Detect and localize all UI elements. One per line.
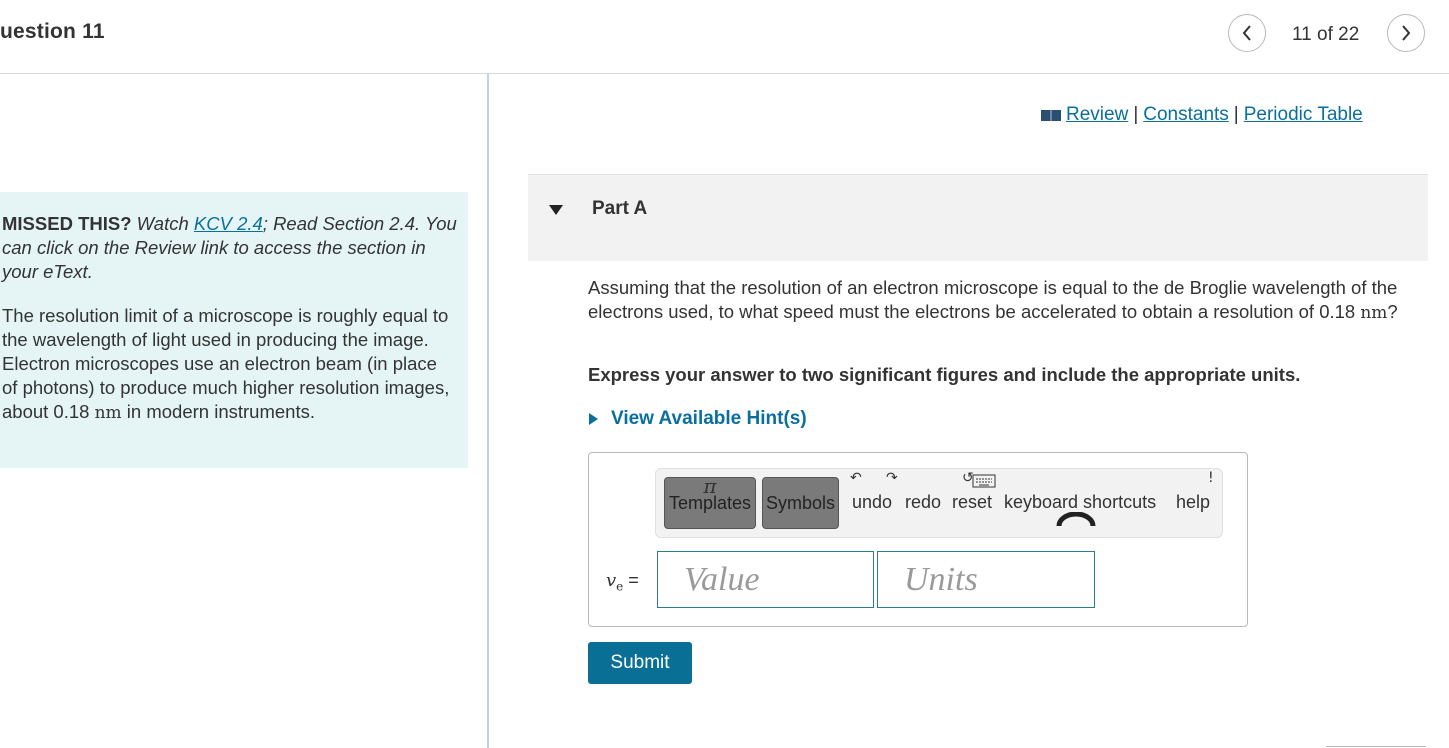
resolution-paragraph: [2, 304, 457, 425]
pi-icon: π: [703, 474, 717, 498]
footer-divider: [1326, 746, 1426, 747]
periodic-table-link[interactable]: Periodic Table: [1243, 104, 1363, 125]
view-hints-label: View Available Hint(s): [611, 408, 807, 429]
chevron-right-icon: [1400, 24, 1412, 42]
collapse-triangle-icon[interactable]: [548, 204, 564, 216]
answer-instruction: Express your answer to two significant figures and include the appropriate units.: [588, 364, 1301, 385]
review-link[interactable]: Review: [1066, 104, 1129, 125]
redo-button[interactable]: redo: [905, 492, 942, 512]
link-separator: |: [1133, 104, 1139, 125]
chevron-left-icon: [1241, 24, 1253, 42]
watch-text: Watch: [131, 213, 194, 234]
panel-divider: [487, 74, 489, 748]
book-icon: [1040, 108, 1062, 122]
help-icon: !: [1208, 470, 1214, 486]
symbols-button[interactable]: [762, 477, 839, 529]
question-body: Assuming that the resolution of an electron microscope is equal to the de Broglie wavelength of the electrons used, to what speed must the electrons be accelerated to obtain a resolution of 0.18: [588, 277, 1398, 322]
symbols-label: Symbols: [765, 492, 836, 513]
variable-subscript: e: [616, 579, 624, 594]
part-label: Part A: [592, 198, 648, 219]
templates-button[interactable]: [664, 474, 756, 529]
answer-variable: [606, 570, 639, 594]
help-button[interactable]: help: [1176, 492, 1211, 512]
kcv-link[interactable]: KCV 2.4: [193, 213, 263, 234]
keyboard-icon: [972, 474, 996, 488]
keyboard-shortcuts-button[interactable]: keyboard shortcuts: [1004, 492, 1157, 512]
unit-nm: nm: [94, 403, 122, 423]
value-placeholder: Value: [684, 560, 760, 598]
units-placeholder: Units: [904, 560, 978, 598]
unit-nm: nm: [1360, 303, 1388, 323]
missed-this-label: MISSED THIS?: [2, 213, 132, 234]
reset-button[interactable]: reset: [952, 492, 993, 512]
equals-sign: =: [623, 570, 639, 590]
question-mark: ?: [1387, 301, 1398, 322]
expand-triangle-icon: [588, 412, 599, 426]
constants-link[interactable]: Constants: [1143, 104, 1229, 125]
question-pager: 11 of 22: [1292, 24, 1360, 45]
question-title: uestion 11: [0, 20, 105, 43]
previous-question-button[interactable]: [1228, 14, 1266, 52]
link-separator: |: [1233, 104, 1239, 125]
read-section-text: ; Read Section 2.4. You can click on the Review link to access the section in your eText.: [2, 213, 457, 282]
variable-symbol: v: [606, 570, 617, 591]
next-question-button[interactable]: [1387, 14, 1425, 52]
templates-label: Templates: [668, 492, 752, 513]
value-input[interactable]: [657, 551, 874, 608]
part-header[interactable]: [528, 174, 1428, 261]
resource-links: [1040, 104, 1363, 126]
submit-button[interactable]: Submit: [588, 642, 692, 684]
undo-button[interactable]: undo: [852, 492, 893, 512]
paragraph-text: The resolution limit of a microscope is roughly equal to the wavelength of light used in producing the image. Electron microscopes use an electron beam (in place of photons) to produce much higher resolution images, about 0.18: [2, 305, 450, 422]
reset-icon: ↺: [962, 470, 974, 486]
undo-icon: ↶: [850, 470, 862, 486]
view-hints-toggle[interactable]: [588, 408, 807, 430]
missed-this-text: [2, 212, 457, 284]
redo-icon: ↷: [886, 470, 898, 486]
loading-spinner-icon: [1056, 512, 1096, 526]
header-divider: [0, 73, 1449, 74]
paragraph-text-end: in modern instruments.: [121, 401, 315, 422]
units-input[interactable]: [877, 551, 1095, 608]
question-text: [588, 276, 1418, 325]
